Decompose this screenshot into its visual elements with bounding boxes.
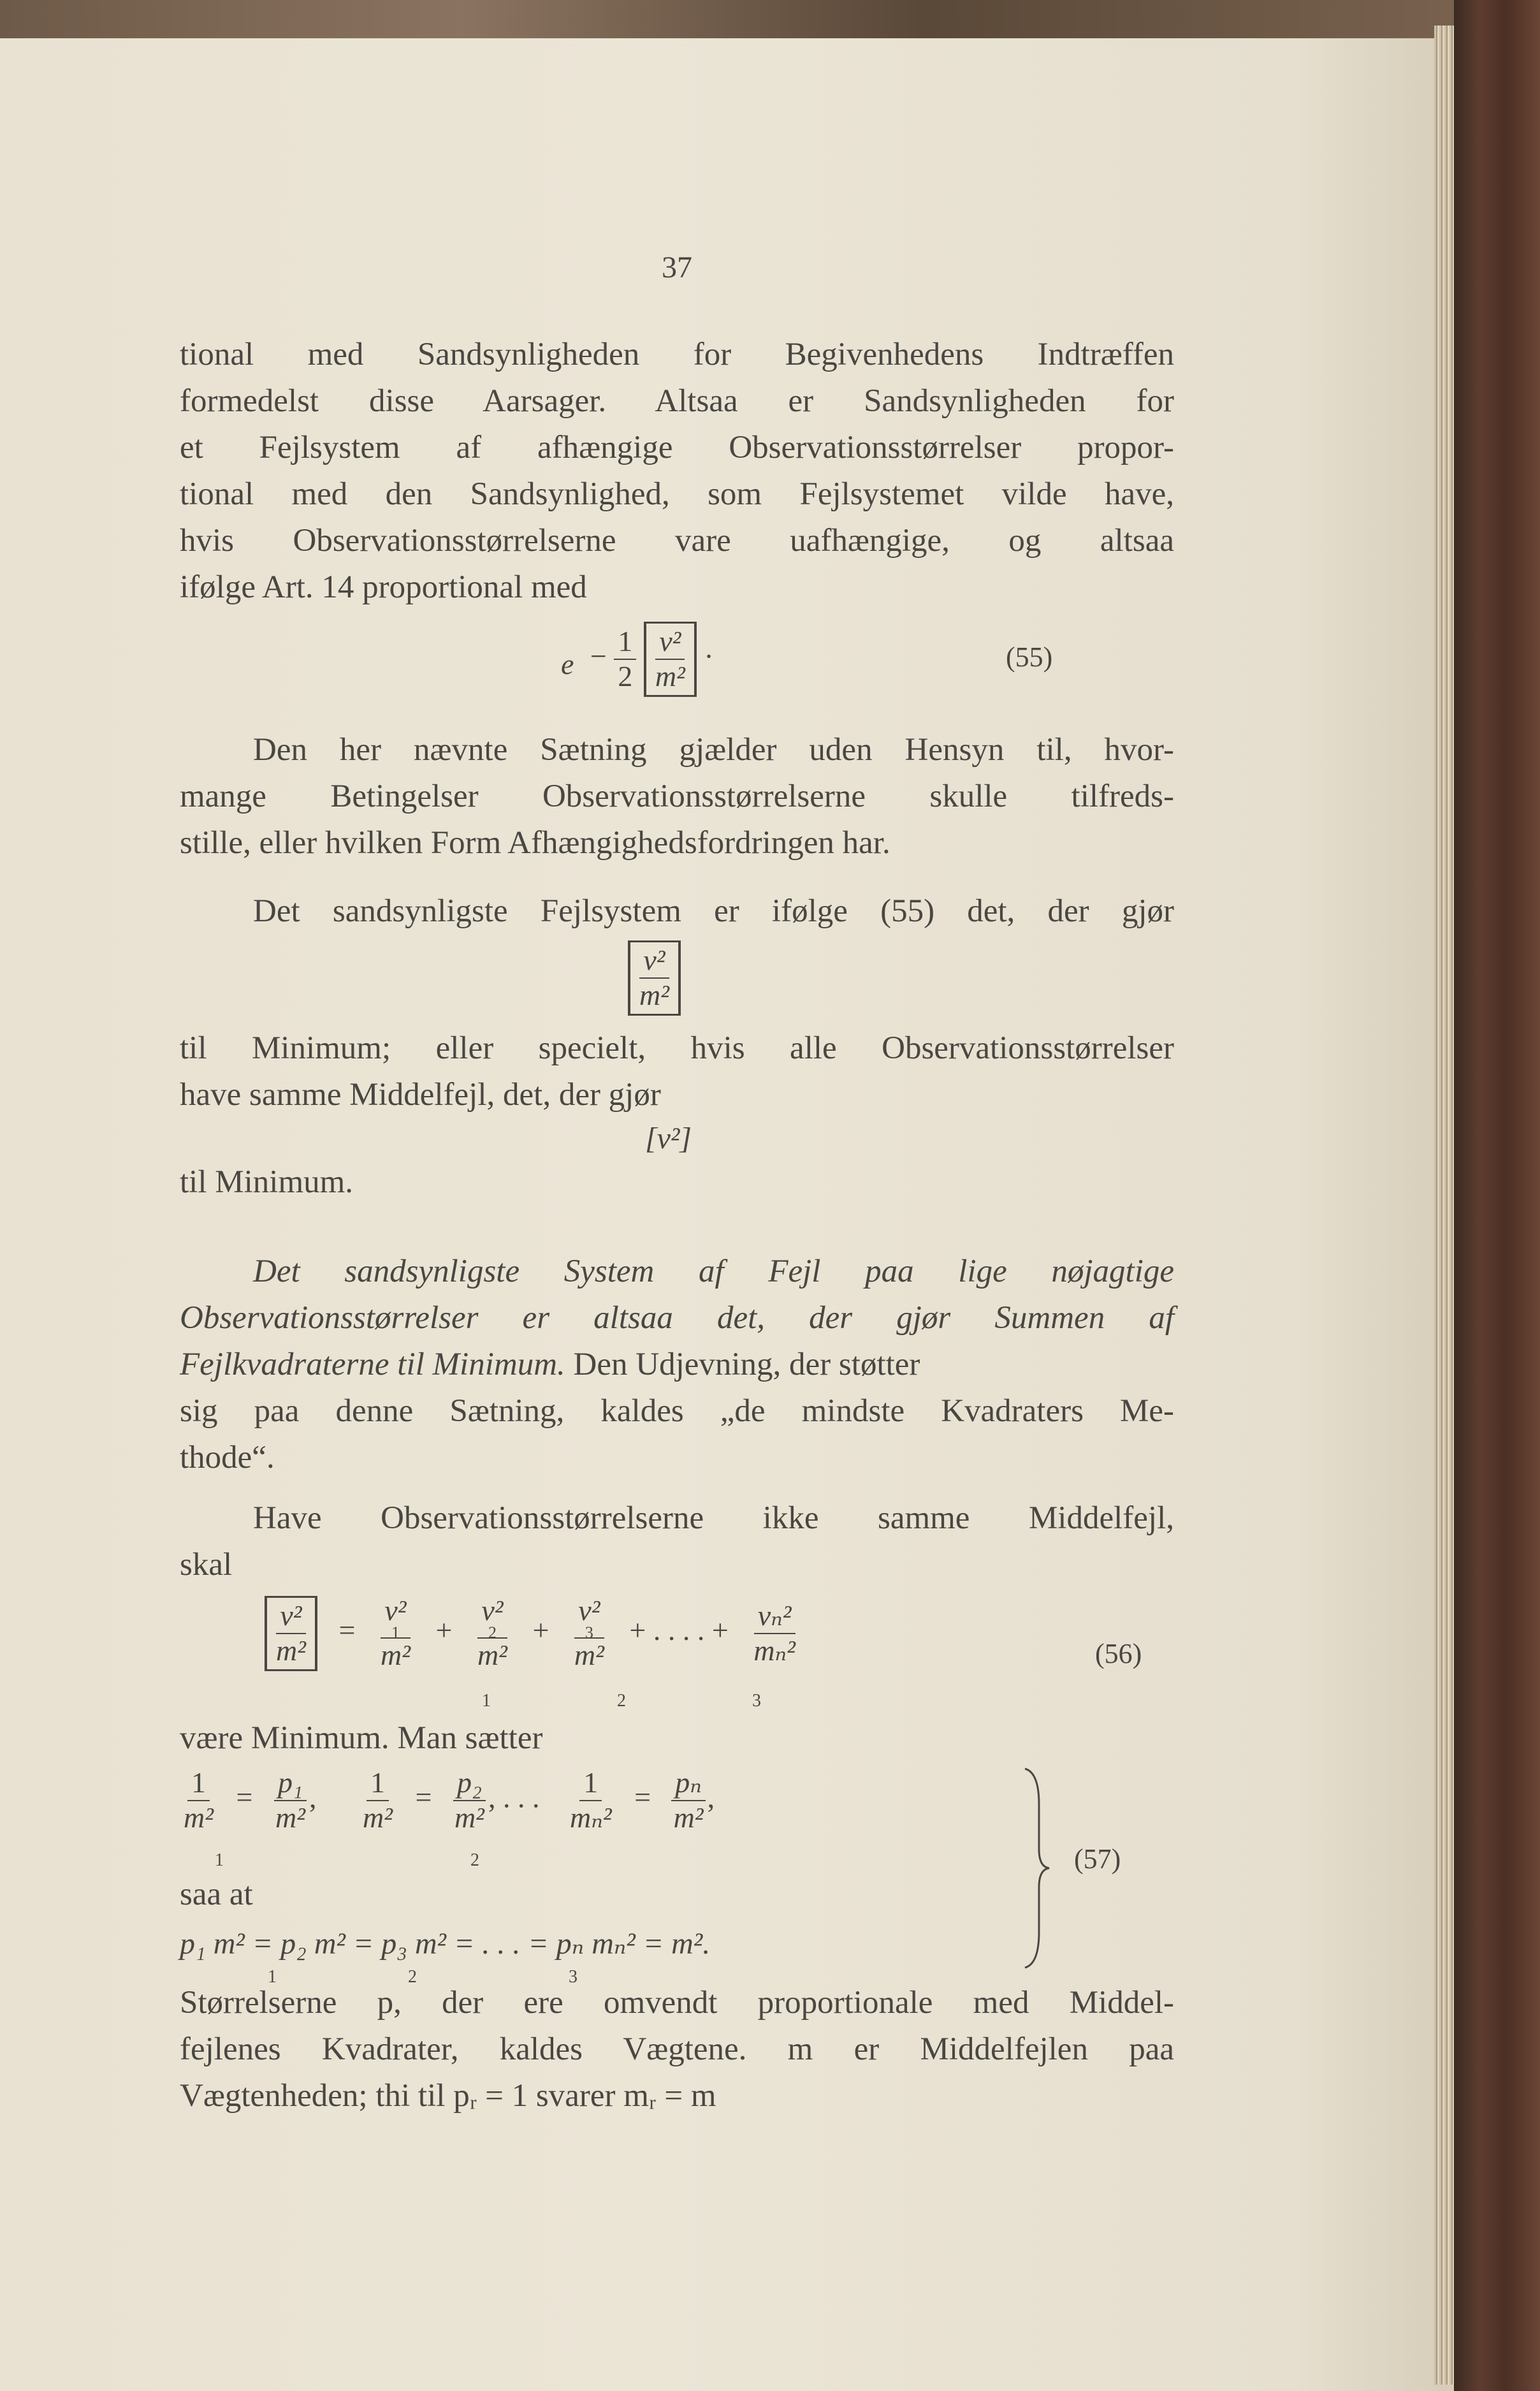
term-3 (570, 1594, 608, 1672)
text-line: Det sandsynligste System af Fejl paa lige nøjagtige (253, 1254, 1174, 1289)
fraction-numerator: v² (276, 1599, 305, 1634)
equals-sign: = (338, 1614, 356, 1647)
text-line: saa at (180, 1876, 253, 1912)
fraction: $\frac{\text{p₂}}{\text{m²}}$ (454, 1766, 484, 1834)
term-1 (377, 1594, 414, 1672)
equation-number-57: (57) (1074, 1843, 1121, 1875)
subscript: 3 (752, 1691, 761, 1711)
fraction-denominator: m² (655, 659, 685, 692)
text-line: være Minimum. Man sætter (180, 1720, 543, 1756)
fraction-numerator: v² (384, 1594, 407, 1627)
til-minimum-line (180, 1159, 1174, 1206)
fraction-denominator: m² (380, 1639, 410, 1672)
subscript: 1 (482, 1691, 491, 1711)
subscript: 2 (408, 1967, 417, 1987)
paragraph-6 (180, 1980, 1174, 2119)
equation-57-row2: p₁ m² = p₂ m² = p₃ m² = . . . = pₙ mₙ² = m². (180, 1927, 711, 1961)
fraction: $\frac{\text{pₙ}}{\text{m²}}$ (670, 1766, 708, 1835)
fraction: $\frac{1}{\text{m²}}$ (184, 1766, 214, 1834)
fraction: $\frac{1}{\text{m²}}$ (362, 1766, 393, 1834)
fraction: $\frac{1}{\text{mₙ²}}$ (569, 1766, 612, 1834)
text-line: fejlenes Kvadrater, kaldes Vægtene. m er Middelfejlen paa (180, 2031, 1174, 2067)
fraction-numerator: v² (639, 944, 669, 979)
fraction-numerator: vₙ² (754, 1599, 795, 1634)
text-line: formedelst disse Aarsager. Altsaa er Sandsynligheden for (180, 383, 1174, 419)
equation-55 (561, 622, 714, 697)
fraction-numerator: 1 (614, 625, 636, 660)
fraction-denominator: m² (276, 1634, 307, 1667)
text-line: mange Betingelser Observationsstørrelserne skulle tilfreds- (180, 779, 1174, 814)
text-line: have samme Middelfejl, det, der gjør (180, 1077, 661, 1113)
text-line: Observationsstørrelser er altsaa det, der gjør Summen af (180, 1300, 1174, 1336)
paragraph-3 (180, 888, 1174, 935)
text-line: et Fejlsystem af afhængige Observationsstørrelser propor- (180, 430, 1174, 465)
fraction-numerator: v² (481, 1594, 504, 1627)
term-n (750, 1599, 799, 1668)
equals-sign: = (634, 1781, 651, 1814)
paragraph-4 (180, 1248, 1174, 1481)
equation-number-55: (55) (1006, 641, 1053, 673)
plus-sign: + (532, 1614, 549, 1647)
page-number: 37 (662, 251, 692, 284)
bracket-fraction (651, 625, 689, 694)
paragraph-5 (180, 1495, 1174, 1588)
subscript: 1 (215, 1850, 224, 1870)
fraction-numerator: v² (578, 1594, 600, 1627)
text-line: til Minimum; eller specielt, hvis alle Observationsstørrelser (180, 1030, 1174, 1066)
subscript: 2 (470, 1850, 479, 1870)
minus-sign: − (590, 640, 607, 673)
text-line: Have Observationsstørrelserne ikke samme Middelfejl, (253, 1500, 1174, 1536)
subscript: 2 (617, 1691, 626, 1711)
subscript: 3 (569, 1967, 578, 1987)
v2-bracket: [v²] (645, 1122, 692, 1155)
subscript: 2 (488, 1623, 497, 1642)
text-line: sig paa denne Sætning, kaldes „de mindste Kvadraters Me- (180, 1393, 1174, 1429)
text-line: Den her nævnte Sætning gjælder uden Hensyn til, hvor- (253, 732, 1174, 768)
subscript: 1 (391, 1623, 400, 1642)
square-bracket (265, 1596, 317, 1671)
book-cover-board (1454, 0, 1540, 2391)
text-line: Størrelserne p, der ere omvendt proportionale med Middel- (180, 1985, 1174, 2021)
half-fraction (614, 625, 636, 694)
exp-base: e (561, 648, 574, 680)
paragraph-3-cont (180, 1025, 1174, 1118)
bracket-fraction (636, 944, 673, 1013)
ellipsis-plus: + . . . . + (629, 1614, 729, 1647)
vaere-line (180, 1715, 1174, 1762)
text-line: ifølge Art. 14 proportional med (180, 569, 587, 605)
equation-56 (265, 1594, 799, 1672)
text-line: thode“. (180, 1440, 275, 1475)
equals-sign: = (415, 1781, 432, 1814)
plus-sign: + (435, 1614, 453, 1647)
dot: · (704, 640, 714, 673)
text-line: skal (180, 1547, 233, 1583)
text-line: Det sandsynligste Fejlsystem er ifølge (55) det, der gjør (253, 893, 1174, 929)
term-2 (474, 1594, 511, 1672)
equals-sign: = (236, 1781, 253, 1814)
page-stack-edge (1434, 26, 1456, 2385)
paragraph-1 (180, 332, 1174, 611)
bracket-expression (628, 940, 681, 1016)
lhs-fraction (272, 1599, 310, 1668)
text-line (180, 1342, 1174, 1388)
equation-57-row1: $\frac{1}{\text{m²}}$ = $\frac{\text{p₁}}{\text{m²}}$ , $\frac{1}{\text{m²}}$ = $\frac{\text{p₂}}{\text{m²}}$ , . . . $\frac{1}{\text{mₙ²}}$ = $\frac{\text{pₙ}}{\text{m²}}$ , (180, 1766, 715, 1835)
italic-phrase: Fejlkvadraterne til Minimum. (180, 1347, 565, 1382)
paragraph-2 (180, 727, 1174, 866)
subscript: 1 (268, 1967, 277, 1987)
fraction-denominator: m² (477, 1639, 507, 1672)
square-bracket (644, 622, 697, 697)
equation-number-56: (56) (1095, 1638, 1142, 1669)
subscript: 3 (585, 1623, 593, 1642)
curly-brace (1020, 1766, 1052, 1970)
text-line: stille, eller hvilken Form Afhængighedsfordringen har. (180, 825, 890, 861)
fraction-denominator: m² (639, 978, 670, 1011)
fraction-denominator: m² (574, 1639, 604, 1672)
exponent (590, 622, 714, 697)
plain-phrase: Den Udjevning, der støtter (565, 1347, 920, 1382)
fraction-numerator: v² (655, 625, 685, 660)
text-line: tional med Sandsynligheden for Begivenhedens Indtræffen (180, 337, 1174, 372)
text-line: Vægtenheden; thi til pᵣ = 1 svarer mᵣ = m (180, 2078, 716, 2114)
text-line: tional med den Sandsynlighed, som Fejlsystemet vilde have, (180, 476, 1174, 512)
fraction-denominator: mₙ² (753, 1634, 795, 1667)
fraction: $\frac{\text{p₁}}{\text{m²}}$ (275, 1766, 305, 1834)
text-line: hvis Observationsstørrelserne vare uafhængige, og altsaa (180, 523, 1174, 559)
square-bracket (628, 940, 681, 1016)
fraction-denominator: 2 (618, 659, 633, 692)
text-line: til Minimum. (180, 1164, 354, 1200)
